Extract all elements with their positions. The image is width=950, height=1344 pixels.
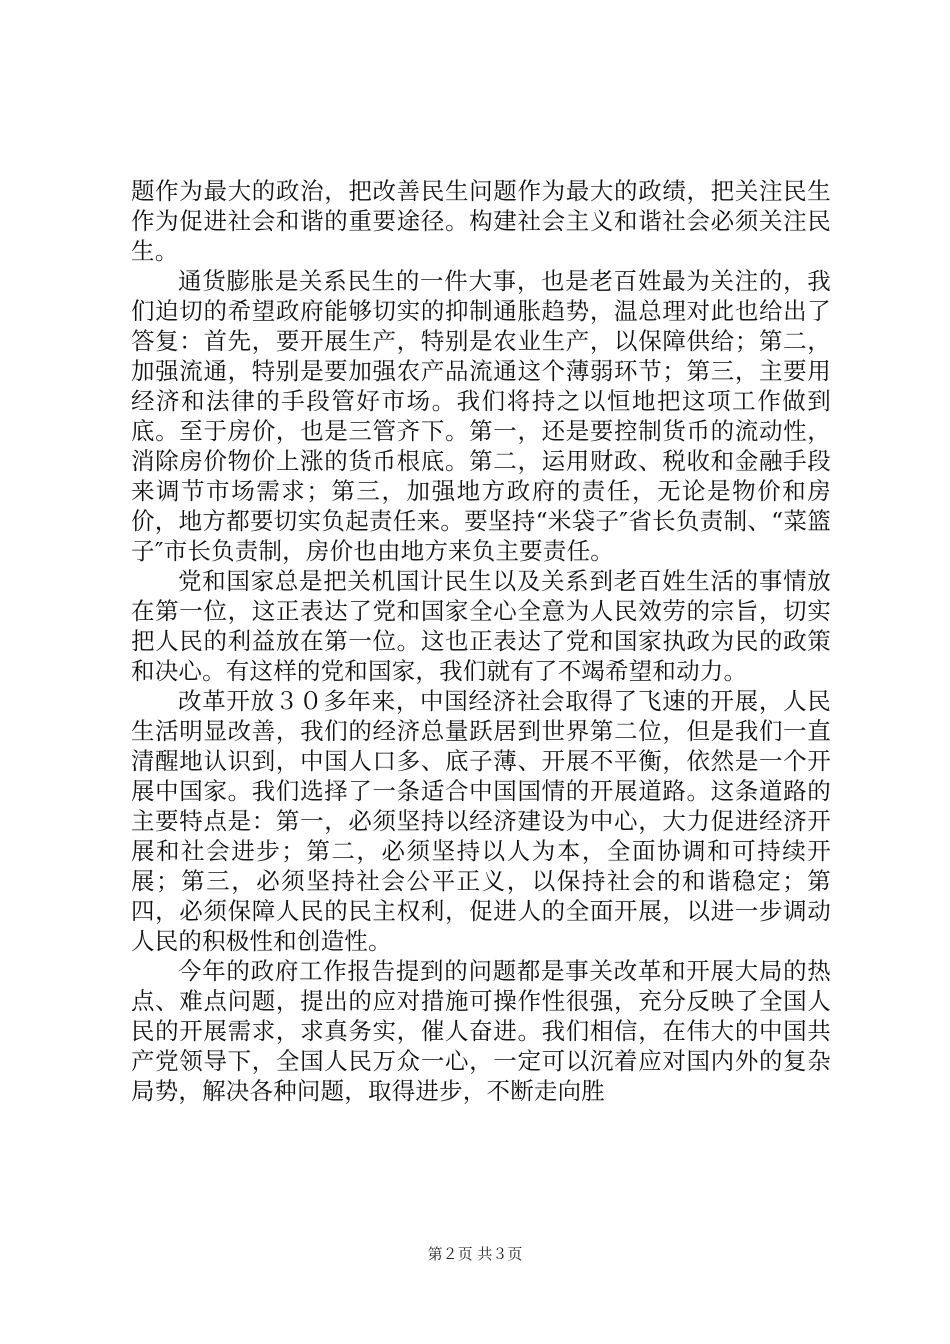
page-footer: 第２页 共３页 — [427, 1245, 523, 1263]
paragraph-inflation: 通货膨胀是关系民生的一件大事，也是老百姓最为关注的，我们迫切的希望政府能够切实的抑制通胀趋势，温总理对此也给出了答复：首先，要开展生产，特别是农业生产，以保障供给；第二，加强流通，特别是要加强农产品流通这个薄弱环节；第三，主要用经济和法律的手段管好市场。我们将持之以恒地把这项工作做到底。至于房价，也是三管齐下。第一，还是要控制货币的流动性，消除房价物价上涨的货币根底。第二，运用财政、税收和金融手段来调节市场需求；第三，加强地方政府的责任，无论是物价和房价，地方都要切实负起责任来。要坚持“米袋子″省长负责制、“菜篮子″市长负责制，房价也由地方来负主要责任。 — [131, 267, 831, 565]
paragraph-continuation: 题作为最大的政治，把改善民生问题作为最大的政绩，把关注民生作为促进社会和谐的重要途径。构建社会主义和谐社会必须关注民生。 — [131, 177, 831, 265]
document-body — [131, 176, 831, 1106]
paragraph-reform-opening: 改革开放３０多年来，中国经济社会取得了飞速的开展，人民生活明显改善，我们的经济总量跃居到世界第二位，但是我们一直清醒地认识到，中国人口多、底子薄、开展不平衡，依然是一个开展中国家。我们选择了一条适合中国国情的开展道路。这条道路的主要特点是：第一，必须坚持以经济建设为中心，大力促进经济开展和社会进步；第二，必须坚持以人为本，全面协调和可持续开展；第三，必须坚持社会公平正义，以保持社会的和谐稳定；第四，必须保障人民的民主权利，促进人的全面开展，以进一步调动人民的积极性和创造性。 — [131, 687, 831, 955]
paragraph-government-report: 今年的政府工作报告提到的问题都是事关改革和开展大局的热点、难点问题，提出的应对措施可操作性很强，充分反映了全国人民的开展需求，求真务实，催人奋进。我们相信，在伟大的中国共产党领导下，全国人民万众一心，一定可以沉着应对国内外的复杂局势，解决各种问题，取得进步，不断走向胜 — [131, 957, 831, 1105]
paragraph-party-and-state: 党和国家总是把关机国计民生以及关系到老百姓生活的事情放在第一位，这正表达了党和国家全心全意为人民效劳的宗旨，切实把人民的利益放在第一位。这也正表达了党和国家执政为民的政策和决心。有这样的党和国家，我们就有了不竭希望和动力。 — [131, 567, 831, 685]
